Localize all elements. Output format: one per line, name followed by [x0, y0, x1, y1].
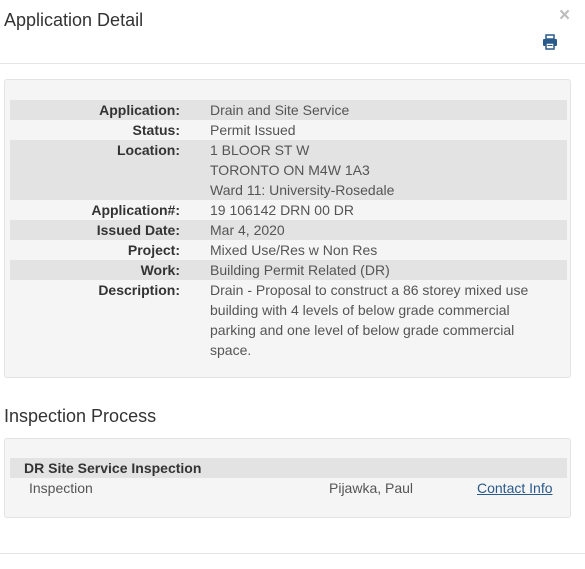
value-line: Drain - Proposal to construct a 86 storey mixed use [210, 282, 529, 298]
inspection-group-title: DR Site Service Inspection [24, 460, 202, 476]
modal-footer-divider [0, 553, 585, 554]
inspection-type: Inspection [29, 480, 93, 496]
detail-value: Mar 4, 2020 [210, 222, 285, 238]
value-line: building with 4 levels of below grade commercial [210, 302, 510, 318]
detail-label: Status: [132, 122, 180, 138]
detail-value: Permit Issued [210, 122, 296, 138]
detail-row-description [10, 280, 567, 360]
print-button[interactable] [541, 33, 559, 51]
detail-row-application [10, 100, 567, 120]
detail-label: Location: [117, 142, 180, 158]
detail-row-project [10, 240, 567, 260]
detail-value [210, 280, 550, 360]
inspection-row [10, 478, 567, 498]
value-line: TORONTO ON M4W 1A3 [210, 162, 370, 178]
modal-title: Application Detail [4, 10, 144, 30]
detail-row-application-number [10, 200, 567, 220]
modal-header [0, 0, 585, 64]
application-detail-panel [4, 79, 571, 378]
detail-row-work [10, 260, 567, 280]
detail-label: Project: [127, 242, 180, 258]
value-line: space. [210, 342, 252, 358]
detail-label: Application#: [91, 202, 180, 218]
detail-value [210, 140, 550, 200]
inspection-panel [4, 438, 571, 518]
detail-value: Building Permit Related (DR) [210, 262, 390, 278]
inspector-name: Pijawka, Paul [329, 480, 414, 496]
value-line: parking and one level of below grade commercial [210, 322, 515, 338]
detail-value: Drain and Site Service [210, 102, 350, 118]
detail-label: Application: [99, 102, 180, 118]
value-line: Ward 11: University-Rosedale [210, 182, 395, 198]
print-icon [541, 33, 559, 51]
detail-row-status [10, 120, 567, 140]
value-line: 1 BLOOR ST W [210, 142, 310, 158]
contact-info-link[interactable]: Contact Info [477, 480, 553, 496]
inspection-process-title: Inspection Process [4, 406, 157, 426]
detail-row-location [10, 140, 567, 200]
detail-value: 19 106142 DRN 00 DR [210, 202, 354, 218]
detail-row-issued-date [10, 220, 567, 240]
detail-label: Description: [98, 282, 180, 298]
close-button[interactable]: × [559, 5, 571, 26]
inspection-group-header [10, 458, 567, 478]
detail-label: Issued Date: [96, 222, 180, 238]
detail-value: Mixed Use/Res w Non Res [210, 242, 378, 258]
detail-label: Work: [140, 262, 180, 278]
